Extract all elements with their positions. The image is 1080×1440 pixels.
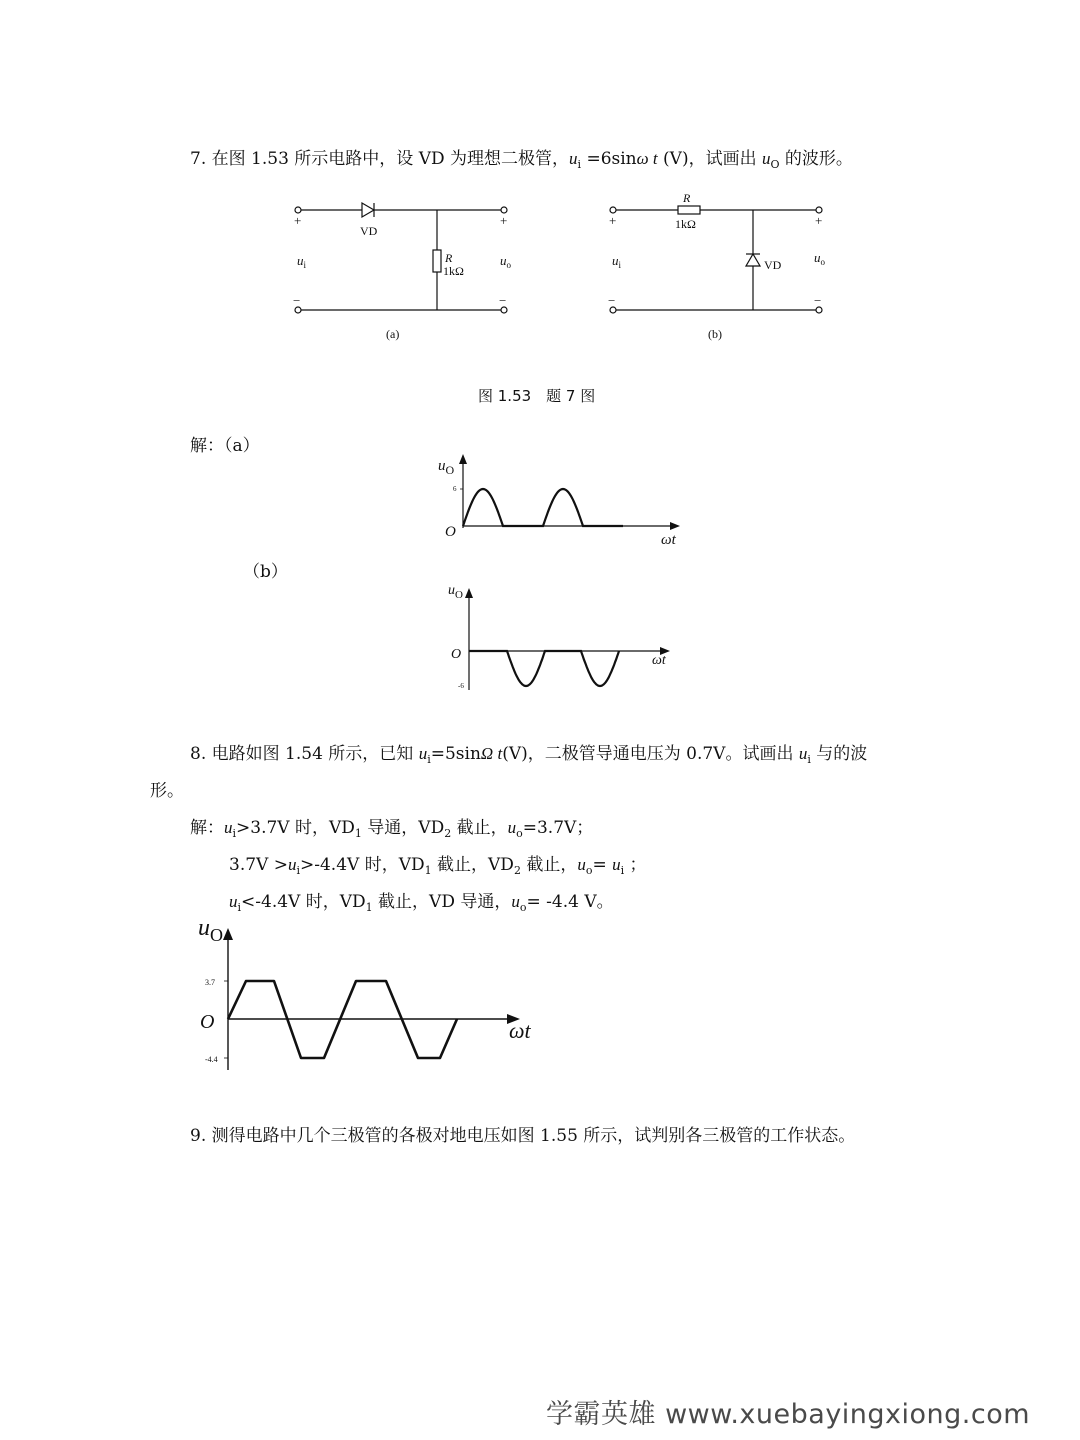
y-axis-label: $u_O$ (198, 915, 223, 945)
question-8: 8. 电路如图 1.54 所示，已知 $u_i=5\sin\Omega$ t(V)，二极管导通电压为 0.7V。试画出 $u_i$ 与的波 (190, 744, 868, 766)
waveform-graph-b (446, 578, 686, 693)
solution-8-line-2: $3.7V >u_i>-4.4V$ 时，$VD_1$ 截止，$VD_2$ 截止，$u_o= u_i$ ； (229, 855, 647, 877)
y-axis-label: $u_O$ (448, 583, 463, 601)
negative-half-wave-waveform (469, 651, 619, 686)
diode-label: VD (360, 224, 378, 238)
resistor-value: 1kΩ (675, 217, 696, 231)
waveform-graph-a (436, 450, 696, 550)
origin-label: O (451, 647, 462, 662)
plus-sign: + (609, 213, 617, 228)
minus-sign: − (608, 293, 616, 308)
solution-8-line-1: 解：$u_i>3.7V$ 时，$VD_1$ 导通，$VD_2$ 截止，$u_o=3.7V$； (190, 818, 594, 840)
plus-sign: + (815, 213, 823, 228)
resistor-symbol (678, 206, 700, 214)
plus-sign: + (294, 213, 302, 228)
tick-label-top: 3.7 (205, 978, 215, 987)
subfigure-caption: (a) (386, 327, 400, 341)
input-voltage-label: $u_i$ (297, 253, 307, 270)
resistor-label: R (445, 251, 453, 265)
x-axis-label: ωt (652, 653, 666, 668)
figure-caption: 图 1.53 题 7 图 (478, 387, 596, 405)
y-axis-arrow (465, 588, 473, 598)
question-9: 9. 测得电路中几个三极管的各极对地电压如图 1.55 所示，试判别各三极管的工作状态。 (190, 1126, 856, 1146)
diode-label: VD (764, 258, 782, 272)
plus-sign: + (500, 213, 508, 228)
tick-label: 6 (453, 485, 457, 493)
output-voltage-label: $u_o$ (814, 250, 825, 267)
origin-label: O (445, 524, 456, 540)
circuit-diagram-b (600, 190, 840, 350)
y-axis-arrow (459, 454, 467, 464)
x-axis-arrow (670, 522, 680, 530)
question-8-continued: 形。 (150, 781, 184, 801)
y-axis-arrow (223, 928, 233, 940)
solution-label: 解：（a） (190, 436, 260, 456)
watermark: 学霸英雄 www.xuebayingxiong.com (546, 1399, 1031, 1430)
tick-label-bottom: -4.4 (205, 1055, 218, 1064)
solution-b-label: （b） (243, 562, 288, 582)
minus-sign: − (814, 293, 822, 308)
input-voltage-label: $u_i$ (612, 253, 622, 270)
minus-sign: − (499, 293, 507, 308)
tick-label: -6 (458, 682, 464, 690)
x-axis-label: ωt (661, 532, 676, 548)
resistor-label: R (683, 191, 691, 205)
circuit-diagram-a (285, 190, 525, 350)
clipped-waveform-graph (190, 908, 550, 1078)
solution-8-line-3: $u_i<-4.4V$ 时，$VD_1$ 截止，VD 导通，$u_o= -4.4$ V。 (229, 892, 614, 914)
half-wave-rectified-waveform (463, 489, 623, 526)
resistor-value: 1kΩ (443, 264, 464, 278)
origin-label: O (200, 1011, 215, 1033)
output-voltage-label: $u_o$ (500, 253, 511, 270)
y-axis-label: $u_O$ (438, 458, 455, 477)
x-axis-label: ωt (509, 1018, 531, 1043)
subfigure-caption: (b) (708, 327, 722, 341)
minus-sign: − (293, 293, 301, 308)
diode-symbol (362, 203, 374, 217)
question-number: 9. (190, 1126, 207, 1146)
question-number: 7. (190, 149, 207, 169)
diode-symbol (746, 254, 760, 266)
question-7: 7. 在图 1.53 所示电路中，设 VD 为理想二极管，$u_i =6\sin\omega$ t (V)，试画出 $u_O$ 的波形。 (190, 149, 853, 171)
question-number: 8. (190, 744, 207, 764)
resistor-symbol (433, 250, 441, 272)
